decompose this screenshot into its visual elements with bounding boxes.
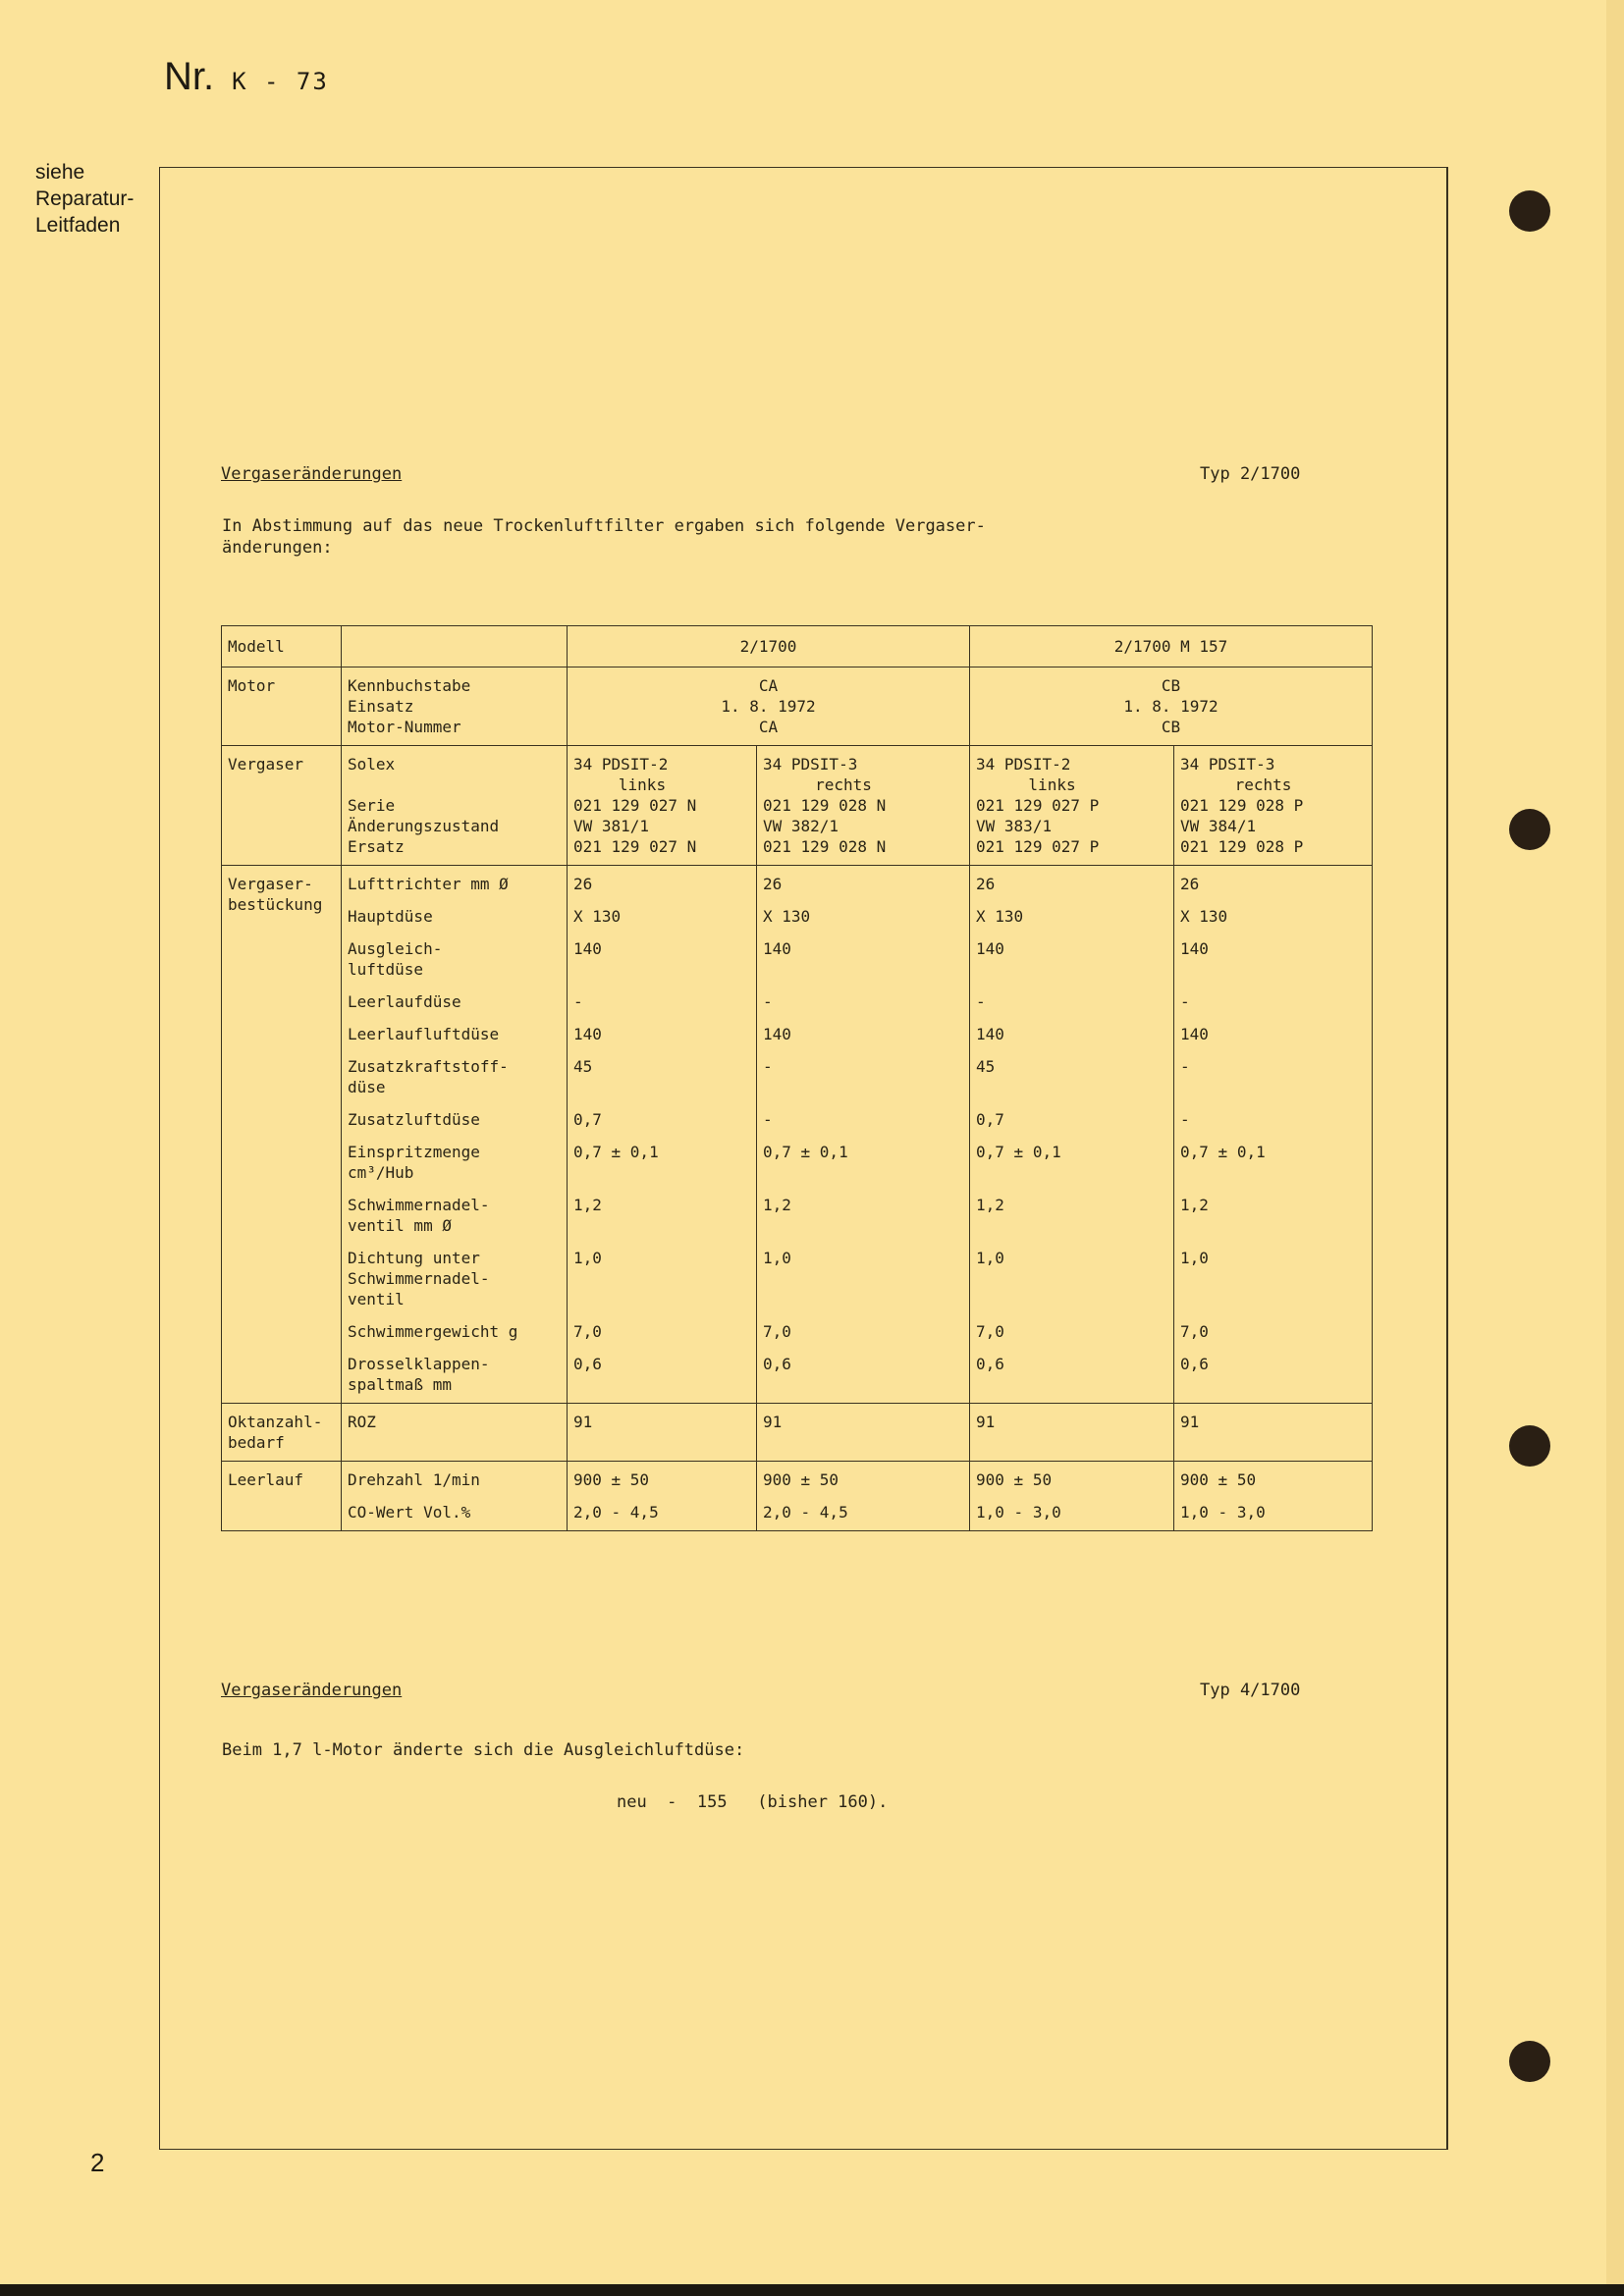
cell-value: 140	[1180, 939, 1209, 958]
section1-heading: Vergaseränderungen	[221, 464, 403, 484]
row-motor	[222, 667, 1373, 746]
cell-value: 34 PDSIT-2	[573, 755, 669, 774]
cell-value: 7,0	[1180, 1322, 1209, 1341]
line-spacer	[763, 1289, 963, 1309]
param-value	[573, 874, 750, 894]
label-line: Vergaser-	[228, 875, 313, 893]
cell-value: CA	[758, 718, 779, 736]
param-value	[1180, 938, 1366, 980]
cell-value: 45	[976, 1057, 996, 1076]
label-line: bestückung	[228, 895, 323, 914]
line-spacer	[1180, 1289, 1366, 1309]
cell-value: 26	[976, 875, 996, 893]
cell-value: 1,2	[573, 1196, 602, 1214]
label-line: Zusatzkraftstoff-	[348, 1057, 509, 1076]
punch-hole	[1509, 1425, 1550, 1467]
cell-value: 0,7	[573, 1110, 602, 1129]
cell-value: 2,0 - 4,5	[573, 1503, 659, 1522]
cell-value: links	[1028, 775, 1076, 794]
vergaser-col-1	[568, 746, 757, 866]
vergaser-col-4	[1174, 746, 1373, 866]
sublabel: Solex	[348, 755, 396, 774]
param-label	[348, 1321, 561, 1342]
param-value	[976, 1321, 1167, 1342]
cell-value: 0,7 ± 0,1	[763, 1143, 848, 1161]
cell-value: VW 381/1	[573, 817, 650, 835]
leerlauf-col-3	[970, 1462, 1174, 1531]
cell-value: 900 ± 50	[763, 1470, 839, 1489]
param-value	[573, 1321, 750, 1342]
cell-value: 021 129 028 N	[763, 796, 887, 815]
param-value	[573, 938, 750, 980]
vergaser-col-3	[970, 746, 1174, 866]
line-spacer	[763, 1215, 963, 1236]
line-spacer	[1180, 1162, 1366, 1183]
cell-value: 0,6	[1180, 1355, 1209, 1373]
cell-value: 0,7 ± 0,1	[1180, 1143, 1266, 1161]
line-spacer	[976, 959, 1167, 980]
cell-value: 021 129 028 P	[1180, 796, 1304, 815]
cell-value: 1,2	[763, 1196, 791, 1214]
line-spacer	[976, 1289, 1167, 1309]
line-spacer	[573, 1077, 750, 1097]
oktan-value: 91	[568, 1404, 757, 1462]
param-value	[763, 1142, 963, 1183]
intro-line: In Abstimmung auf das neue Trockenluftfilter ergaben sich folgende Vergaser-	[222, 516, 986, 536]
line-spacer	[573, 1215, 750, 1236]
cell-value: 1,0	[1180, 1249, 1209, 1267]
motor-col-b	[970, 667, 1373, 746]
section2-heading: Vergaseränderungen	[221, 1681, 403, 1700]
cell-value: 34 PDSIT-3	[763, 755, 858, 774]
bestueckung-col-2	[757, 866, 970, 1404]
label-line: spaltmaß mm	[348, 1375, 452, 1394]
param-value	[976, 906, 1167, 927]
cell-value: -	[1180, 1057, 1190, 1076]
param-value	[763, 1321, 963, 1342]
sublabel: Kennbuchstabe	[348, 676, 471, 695]
param-value	[1180, 874, 1366, 894]
param-label	[348, 1142, 561, 1183]
label-line: ventil	[348, 1290, 405, 1308]
cell-value: 021 129 027 N	[573, 796, 697, 815]
param-value	[763, 1354, 963, 1395]
punch-hole	[1509, 2041, 1550, 2082]
cell-value: 900 ± 50	[976, 1470, 1053, 1489]
cell-value: CB	[1161, 718, 1181, 736]
param-label	[348, 1109, 561, 1130]
label-motor: Motor	[222, 667, 342, 746]
bestueckung-col-4	[1174, 866, 1373, 1404]
cell-value: CB	[1161, 676, 1181, 695]
line-spacer	[573, 959, 750, 980]
param-label	[348, 1056, 561, 1097]
leerlauf-sublabels	[342, 1462, 568, 1531]
motor-col-a	[568, 667, 970, 746]
bestueckung-labels	[342, 866, 568, 1404]
label-line: Ausgleich-	[348, 939, 443, 958]
motor-sublabels	[342, 667, 568, 746]
param-value	[976, 874, 1167, 894]
oktan-value: 91	[970, 1404, 1174, 1462]
cell-value: VW 382/1	[763, 817, 839, 835]
line-spacer	[976, 1077, 1167, 1097]
cell-value: 021 129 028 P	[1180, 837, 1304, 856]
param-value	[976, 1142, 1167, 1183]
sublabel: Serie	[348, 796, 396, 815]
line-spacer	[1180, 1268, 1366, 1289]
param-value	[763, 1024, 963, 1044]
param-value	[976, 991, 1167, 1012]
label-leerlauf: Leerlauf	[222, 1462, 342, 1531]
line-spacer	[1180, 1374, 1366, 1395]
param-value	[976, 1354, 1167, 1395]
line-spacer	[573, 1162, 750, 1183]
cell-value: 26	[763, 875, 783, 893]
label-line: cm³/Hub	[348, 1163, 414, 1182]
param-value	[573, 1024, 750, 1044]
vergaser-sublabels	[342, 746, 568, 866]
cell-value: 140	[763, 1025, 791, 1043]
cell-value: 140	[573, 1025, 602, 1043]
label-bestueckung	[222, 866, 342, 1404]
sublabel: Änderungszustand	[348, 817, 500, 835]
param-value	[573, 1142, 750, 1183]
cell-value: 0,6	[573, 1355, 602, 1373]
cell-value: -	[573, 992, 583, 1011]
row-vergaser	[222, 746, 1373, 866]
cell-value: -	[976, 992, 986, 1011]
param-label	[348, 906, 561, 927]
line-spacer	[573, 1289, 750, 1309]
cell-value: CA	[758, 676, 779, 695]
label-line: Schwimmernadel-	[348, 1269, 490, 1288]
row-oktan	[222, 1404, 1373, 1462]
param-label	[348, 1354, 561, 1395]
line-spacer	[1180, 959, 1366, 980]
param-label	[348, 874, 561, 894]
cell-value: 1,0	[976, 1249, 1004, 1267]
param-label	[348, 1024, 561, 1044]
cell-value: 900 ± 50	[1180, 1470, 1257, 1489]
cell-value: 2,0 - 4,5	[763, 1503, 848, 1522]
label-line: Zusatzluftdüse	[348, 1110, 480, 1129]
label-line: bedarf	[228, 1433, 285, 1452]
punch-hole	[1509, 190, 1550, 232]
cell-value: -	[1180, 1110, 1190, 1129]
side-note-line: Reparatur-	[35, 187, 135, 210]
cell-value: rechts	[815, 775, 872, 794]
line-spacer	[573, 1268, 750, 1289]
page-edge	[1606, 0, 1624, 2296]
cell-value: 45	[573, 1057, 593, 1076]
param-value	[763, 938, 963, 980]
label-line: luftdüse	[348, 960, 424, 979]
label-line: Schwimmergewicht g	[348, 1322, 518, 1341]
cell-value: 26	[1180, 875, 1200, 893]
section2-typ: Typ 4/1700	[1200, 1681, 1301, 1700]
param-value	[1180, 1109, 1366, 1130]
param-label	[348, 938, 561, 980]
param-value	[976, 1109, 1167, 1130]
label-line: Einspritzmenge	[348, 1143, 480, 1161]
row-bestueckung	[222, 866, 1373, 1404]
cell-value: X 130	[763, 907, 811, 926]
intro-line: änderungen:	[222, 538, 333, 558]
vergaser-col-2	[757, 746, 970, 866]
leerlauf-col-4	[1174, 1462, 1373, 1531]
label-line: düse	[348, 1078, 386, 1096]
sublabel: Ersatz	[348, 837, 405, 856]
label-line: Dichtung unter	[348, 1249, 480, 1267]
param-value	[573, 1109, 750, 1130]
section1-intro	[222, 515, 1204, 559]
modell-col-b: 2/1700 M 157	[970, 626, 1373, 667]
label-line: Leerlaufdüse	[348, 992, 461, 1011]
param-value	[573, 1354, 750, 1395]
line-spacer	[1180, 1215, 1366, 1236]
param-value	[976, 1056, 1167, 1097]
param-value	[1180, 1354, 1366, 1395]
param-value	[1180, 1142, 1366, 1183]
param-value	[1180, 1195, 1366, 1236]
cell-value: 34 PDSIT-3	[1180, 755, 1275, 774]
label-line: Oktanzahl-	[228, 1413, 323, 1431]
line-spacer	[976, 1374, 1167, 1395]
row-modell	[222, 626, 1373, 667]
cell-value: 0,6	[763, 1355, 791, 1373]
cell-value: 140	[573, 939, 602, 958]
empty-cell	[342, 626, 568, 667]
cell-value: 140	[1180, 1025, 1209, 1043]
sublabel: CO-Wert Vol.%	[348, 1503, 471, 1522]
param-value	[763, 906, 963, 927]
cell-value: X 130	[1180, 907, 1228, 926]
leerlauf-col-2	[757, 1462, 970, 1531]
line-spacer	[763, 1268, 963, 1289]
sublabel: Drehzahl 1/min	[348, 1470, 480, 1489]
param-value	[1180, 1321, 1366, 1342]
label-line: Lufttrichter mm Ø	[348, 875, 509, 893]
cell-value: rechts	[1234, 775, 1292, 794]
nr-value: K - 73	[232, 68, 329, 95]
line-spacer	[763, 1374, 963, 1395]
param-value	[573, 991, 750, 1012]
cell-value: 1,2	[1180, 1196, 1209, 1214]
param-value	[573, 1248, 750, 1309]
row-leerlauf	[222, 1462, 1373, 1531]
cell-value: 26	[573, 875, 593, 893]
cell-value: 900 ± 50	[573, 1470, 650, 1489]
param-value	[976, 1248, 1167, 1309]
cell-value: 1,0 - 3,0	[1180, 1503, 1266, 1522]
cell-value: 1. 8. 1972	[1123, 697, 1218, 716]
line-spacer	[573, 1374, 750, 1395]
param-value	[763, 1195, 963, 1236]
cell-value: -	[763, 1110, 773, 1129]
section1-typ: Typ 2/1700	[1200, 464, 1301, 484]
cell-value: 0,6	[976, 1355, 1004, 1373]
side-note	[35, 159, 134, 239]
sublabel	[348, 774, 561, 795]
cell-value: 140	[976, 1025, 1004, 1043]
line-spacer	[763, 1162, 963, 1183]
param-label	[348, 991, 561, 1012]
cell-value: 021 129 027 N	[573, 837, 697, 856]
cell-value: 0,7 ± 0,1	[573, 1143, 659, 1161]
param-value	[763, 1056, 963, 1097]
cell-value: 140	[976, 939, 1004, 958]
page-edge	[0, 2284, 1624, 2296]
label-line: ventil mm Ø	[348, 1216, 452, 1235]
cell-value: 1,2	[976, 1196, 1004, 1214]
nr-label: Nr.	[164, 55, 215, 98]
line-spacer	[1180, 1077, 1366, 1097]
param-value	[763, 874, 963, 894]
line-spacer	[976, 1162, 1167, 1183]
modell-col-a: 2/1700	[568, 626, 970, 667]
cell-value: -	[763, 992, 773, 1011]
sublabel: Einsatz	[348, 697, 414, 716]
cell-value: 0,7 ± 0,1	[976, 1143, 1061, 1161]
param-value	[573, 1195, 750, 1236]
param-value	[573, 1056, 750, 1097]
cell-value: X 130	[976, 907, 1024, 926]
param-value	[976, 1024, 1167, 1044]
label-oktan	[222, 1404, 342, 1462]
cell-value: -	[763, 1057, 773, 1076]
param-value	[1180, 1024, 1366, 1044]
param-value	[1180, 906, 1366, 927]
line-spacer	[976, 1215, 1167, 1236]
label-line: Drosselklappen-	[348, 1355, 490, 1373]
cell-value: X 130	[573, 907, 622, 926]
cell-value: 1,0 - 3,0	[976, 1503, 1061, 1522]
oktan-value: 91	[1174, 1404, 1373, 1462]
line-spacer	[976, 1268, 1167, 1289]
bestueckung-col-3	[970, 866, 1174, 1404]
cell-value: 1,0	[573, 1249, 602, 1267]
param-value	[763, 1248, 963, 1309]
cell-value: links	[618, 775, 667, 794]
cell-value: 140	[763, 939, 791, 958]
punch-hole	[1509, 809, 1550, 850]
cell-value: VW 384/1	[1180, 817, 1257, 835]
bestueckung-col-1	[568, 866, 757, 1404]
param-value	[763, 991, 963, 1012]
section2-text: Beim 1,7 l-Motor änderte sich die Ausgleichluftdüse:	[222, 1740, 745, 1760]
oktan-sublabel: ROZ	[342, 1404, 568, 1462]
label-line: Hauptdüse	[348, 907, 433, 926]
cell-value: 1. 8. 1972	[721, 697, 816, 716]
cell-value: 021 129 027 P	[976, 837, 1100, 856]
label-line: Schwimmernadel-	[348, 1196, 490, 1214]
leerlauf-col-1	[568, 1462, 757, 1531]
side-note-line: Leitfaden	[35, 214, 121, 237]
param-value	[976, 1195, 1167, 1236]
param-value	[1180, 991, 1366, 1012]
document-number	[164, 55, 329, 99]
cell-value: 34 PDSIT-2	[976, 755, 1071, 774]
cell-value: 7,0	[763, 1322, 791, 1341]
label-vergaser: Vergaser	[222, 746, 342, 866]
line-spacer	[763, 1077, 963, 1097]
label-modell: Modell	[222, 626, 342, 667]
cell-value: 7,0	[976, 1322, 1004, 1341]
param-label	[348, 1195, 561, 1236]
param-value	[976, 938, 1167, 980]
cell-value: 021 129 027 P	[976, 796, 1100, 815]
page-number: 2	[90, 2148, 105, 2177]
label-line: Leerlaufluftdüse	[348, 1025, 500, 1043]
cell-value: VW 383/1	[976, 817, 1053, 835]
cell-value: 0,7	[976, 1110, 1004, 1129]
sublabel: Motor-Nummer	[348, 718, 461, 736]
param-value	[573, 906, 750, 927]
carburetor-table	[221, 625, 1373, 1531]
oktan-value: 91	[757, 1404, 970, 1462]
param-value	[1180, 1248, 1366, 1309]
line-spacer	[763, 959, 963, 980]
cell-value: 7,0	[573, 1322, 602, 1341]
param-value	[763, 1109, 963, 1130]
side-note-line: siehe	[35, 161, 85, 184]
cell-value: 1,0	[763, 1249, 791, 1267]
cell-value: 021 129 028 N	[763, 837, 887, 856]
param-label	[348, 1248, 561, 1309]
cell-value: -	[1180, 992, 1190, 1011]
param-value	[1180, 1056, 1366, 1097]
section2-value: neu - 155 (bisher 160).	[617, 1792, 889, 1812]
